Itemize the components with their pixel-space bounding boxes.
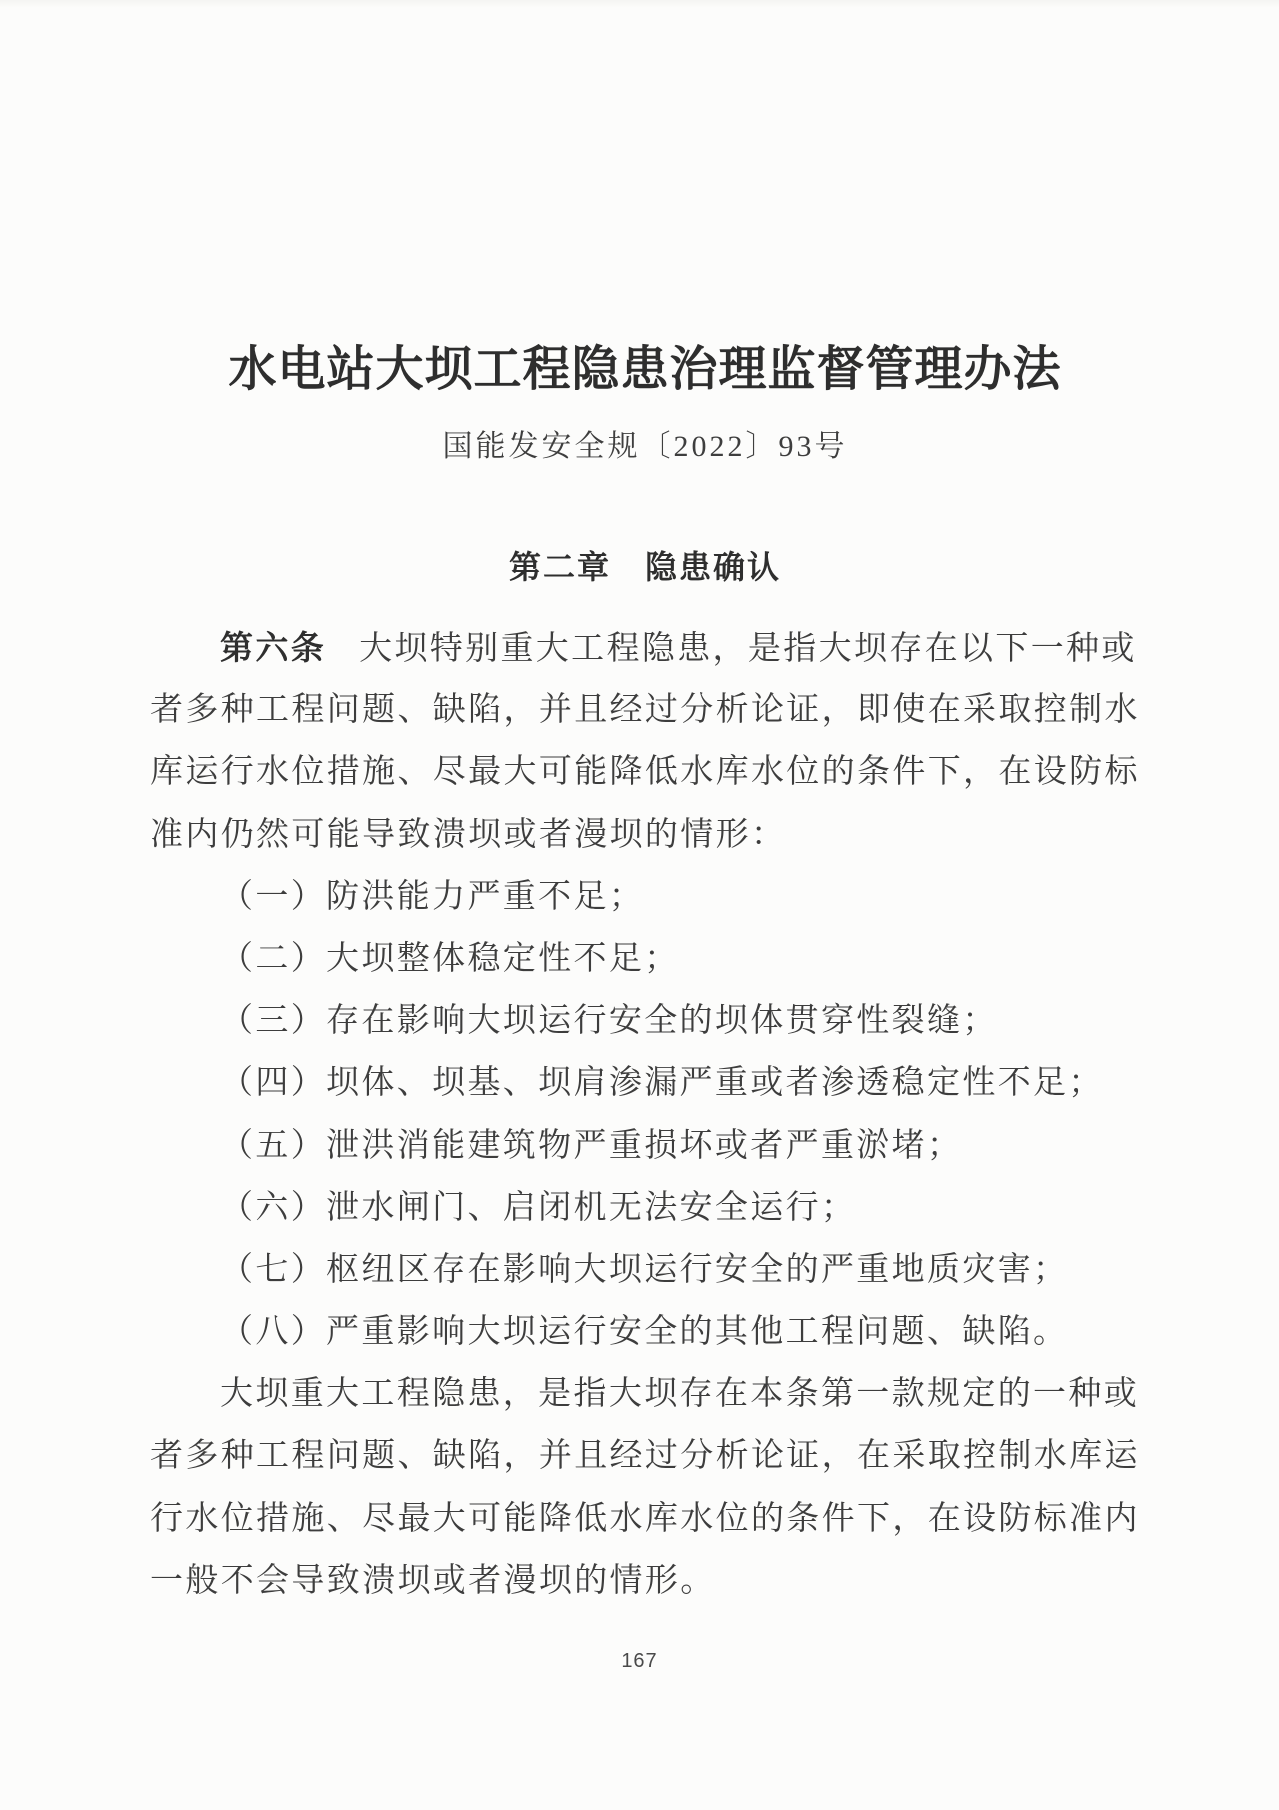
body-line: （五）泄洪消能建筑物严重损坏或者严重淤堵； bbox=[220, 1127, 963, 1164]
document-title: 水电站大坝工程隐患治理监督管理办法 bbox=[228, 343, 1062, 396]
body-line: 行水位措施、尽最大可能降低水库水位的条件下，在设防标准内 bbox=[150, 1500, 1140, 1537]
chapter-heading: 第二章 隐患确认 bbox=[508, 549, 781, 585]
body-line: （二）大坝整体稳定性不足； bbox=[220, 940, 680, 977]
article-number: 第六条 bbox=[220, 629, 327, 666]
body-line: 准内仍然可能导致溃坝或者漫坝的情形： bbox=[150, 816, 787, 853]
body-line: 第六条 大坝特别重大工程隐患，是指大坝存在以下一种或 bbox=[220, 629, 1137, 667]
body-text bbox=[150, 617, 1140, 1612]
body-line: 者多种工程问题、缺陷，并且经过分析论证，即使在采取控制水 bbox=[150, 692, 1140, 729]
body-line: 库运行水位措施、尽最大可能降低水库水位的条件下，在设防标 bbox=[150, 754, 1140, 791]
document-number: 国能发安全规〔2022〕93号 bbox=[442, 430, 848, 463]
body-line: 者多种工程问题、缺陷，并且经过分析论证，在采取控制水库运 bbox=[150, 1438, 1140, 1475]
body-line: （四）坝体、坝基、坝肩渗漏严重或者渗透稳定性不足； bbox=[220, 1065, 1104, 1102]
body-line: （三）存在影响大坝运行安全的坝体贯穿性裂缝； bbox=[220, 1003, 998, 1040]
body-line: （七）枢纽区存在影响大坝运行安全的严重地质灾害； bbox=[220, 1251, 1069, 1288]
body-line: 一般不会导致溃坝或者漫坝的情形。 bbox=[150, 1562, 716, 1599]
body-line: （八）严重影响大坝运行安全的其他工程问题、缺陷。 bbox=[220, 1314, 1069, 1351]
body-line: 大坝重大工程隐患，是指大坝存在本条第一款规定的一种或 bbox=[220, 1376, 1140, 1413]
body-line: （一）防洪能力严重不足； bbox=[220, 878, 645, 915]
page-number: 167 bbox=[621, 1650, 658, 1672]
body-line: （六）泄水闸门、启闭机无法安全运行； bbox=[220, 1189, 857, 1226]
